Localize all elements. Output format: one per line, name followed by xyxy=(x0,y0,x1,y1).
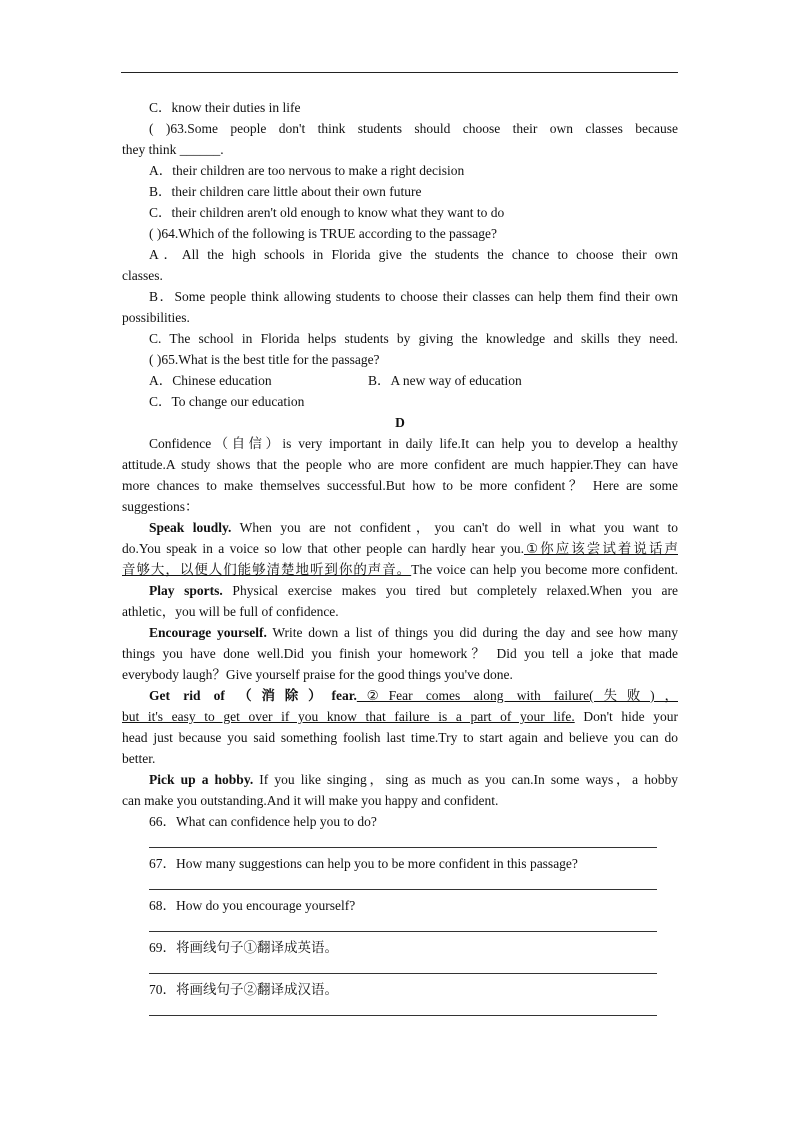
question-67: 67．How many suggestions can help you to be more confident in this passage? xyxy=(149,856,578,871)
section-heading: D xyxy=(395,415,405,430)
answer-line-66[interactable] xyxy=(149,847,657,848)
answer-line-68[interactable] xyxy=(149,931,657,932)
suggestion-fear xyxy=(149,687,678,705)
suggestion-hobby-l2: can make you outstanding.And it will make you happy and confident. xyxy=(122,793,499,808)
option-64-a-cont: classes. xyxy=(122,268,163,283)
option-65-a: A．Chinese education xyxy=(149,373,272,388)
underlined-sentence-2: ②Fear comes along with failure(失败)， xyxy=(356,688,678,703)
suggestion-heading: Get rid of （消除）fear. xyxy=(149,688,357,703)
passage-p2: attitude.A study shows that the people who are more confident are much happier.They can have xyxy=(122,457,678,472)
passage-p4: suggestions： xyxy=(122,499,199,514)
passage-p3: more chances to make themselves successful.But how to be more confident？ Here are some xyxy=(122,478,678,493)
suggestion-heading: Speak loudly. xyxy=(149,520,232,535)
option-a: A．their children are too nervous to make a right decision xyxy=(149,163,465,178)
option-65-row xyxy=(149,372,678,390)
option-64-b: B．Some people think allowing students to choose their classes can help them find their own xyxy=(149,289,678,304)
option-b: B．their children care little about their own future xyxy=(149,184,422,199)
question-63-cont: they think ______. xyxy=(122,142,224,157)
passage-p1: Confidence（自信）is very important in daily life.It can help you to develop a healthy xyxy=(149,436,678,451)
suggestion-heading: Pick up a hobby. xyxy=(149,772,254,787)
option-c: C．their children aren't old enough to know what they want to do xyxy=(149,205,505,220)
suggestion-speak-l3 xyxy=(122,561,678,579)
question-69: 69．将画线句子①翻译成英语。 xyxy=(149,940,338,955)
question-66: 66．What can confidence help you to do? xyxy=(149,814,377,829)
suggestion-text: If you like singing，sing as much as you can.In some ways，a hobby xyxy=(253,772,678,787)
question-68: 68．How do you encourage yourself? xyxy=(149,898,356,913)
underlined-sentence-1: ①你应该尝试着说话声 xyxy=(523,541,678,556)
suggestion-fear-l4: better. xyxy=(122,751,156,766)
option-64-c: C. The school in Florida helps students by giving the knowledge and skills they need. xyxy=(149,331,678,346)
suggestion-sports-l2: athletic，you will be full of confidence. xyxy=(122,604,339,619)
suggestion-text: The voice can help you become more confident. xyxy=(411,562,679,577)
suggestion-sports xyxy=(149,582,678,600)
question-70: 70．将画线句子②翻译成汉语。 xyxy=(149,982,338,997)
suggestion-text: Don't hide your xyxy=(574,709,678,724)
suggestion-speak-l2 xyxy=(122,540,678,558)
suggestion-text: Write down a list of things you did during the day and see how many xyxy=(266,625,678,640)
underlined-sentence-1-cont: 音够大，以便人们能够清楚地听到你的声音。 xyxy=(122,562,412,577)
answer-line-67[interactable] xyxy=(149,889,657,890)
option-65-b: B．A new way of education xyxy=(368,373,522,388)
suggestion-encourage-l2: things you have done well.Did you finish your homework？ Did you tell a joke that made xyxy=(122,646,678,661)
suggestion-fear-l2 xyxy=(122,708,678,726)
option-64-a: A．All the high schools in Florida give the students the chance to choose their own xyxy=(149,247,678,262)
suggestion-fear-l3: head just because you said something foolish last time.Try to start again and believe you can do xyxy=(122,730,678,745)
answer-line-69[interactable] xyxy=(149,973,657,974)
question-65: ( )65.What is the best title for the passage? xyxy=(149,352,380,367)
suggestion-text: do.You speak in a voice so low that other people can hardly hear you. xyxy=(122,541,524,556)
option-65-c: C．To change our education xyxy=(149,394,305,409)
suggestion-encourage xyxy=(149,624,678,642)
underlined-sentence-2-cont: but it's easy to get over if you know that failure is a part of your life. xyxy=(122,709,575,724)
question-64: ( )64.Which of the following is TRUE according to the passage? xyxy=(149,226,498,241)
suggestion-text: When you are not confident，you can't do well in what you want to xyxy=(231,520,678,535)
option-64-b-cont: possibilities. xyxy=(122,310,190,325)
suggestion-speak xyxy=(149,519,678,537)
suggestion-heading: Play sports. xyxy=(149,583,223,598)
suggestion-hobby xyxy=(149,771,678,789)
suggestion-encourage-l3: everybody laugh？Give yourself praise for the good things you've done. xyxy=(122,667,513,682)
suggestion-text: Physical exercise makes you tired but completely relaxed.When you are xyxy=(222,583,679,598)
answer-line-70[interactable] xyxy=(149,1015,657,1016)
option-63-c: C．know their duties in life xyxy=(149,100,301,115)
suggestion-heading: Encourage yourself. xyxy=(149,625,267,640)
question-63: ( )63.Some people don't think students should choose their own classes because xyxy=(149,121,678,136)
header-rule xyxy=(121,72,678,73)
